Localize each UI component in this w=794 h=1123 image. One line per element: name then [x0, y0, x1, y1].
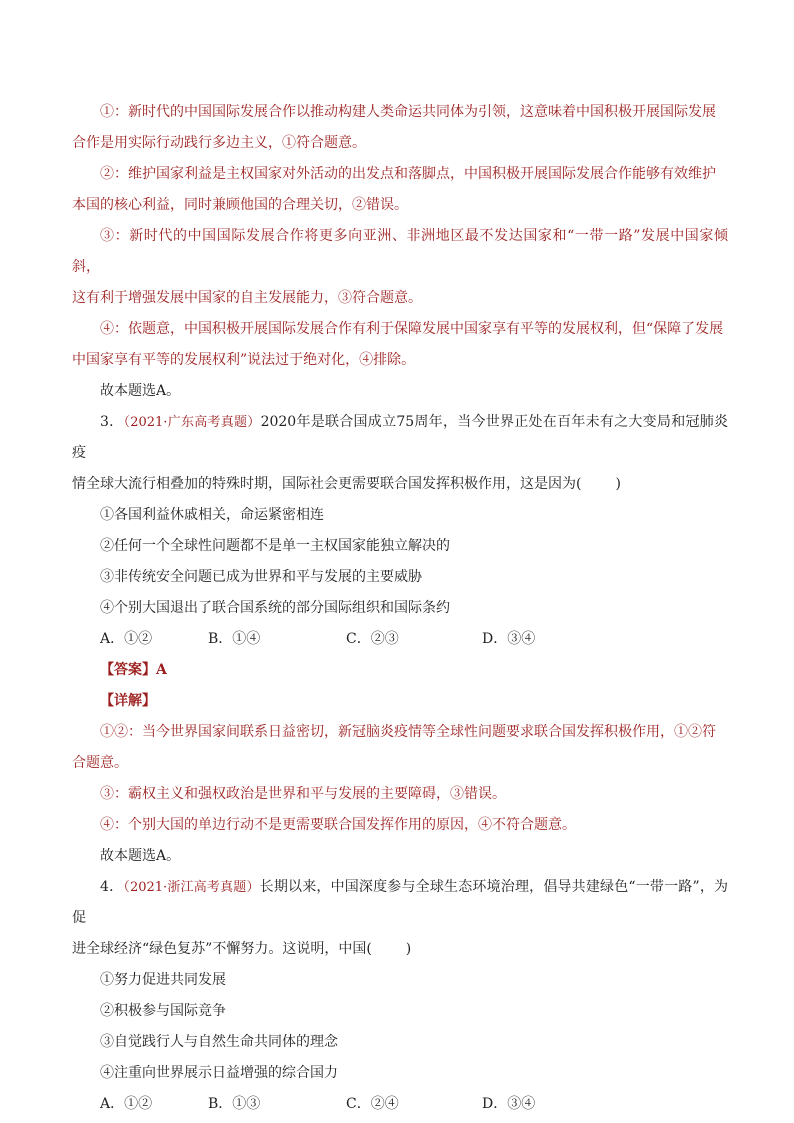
conclusion-1: 故本题选A。	[100, 383, 181, 399]
question-3-stem-line2: 情全球大流行相叠加的特殊时期，国际社会更需要联合国发挥积极作用，这是因为(	[72, 476, 582, 492]
question-4-stem-end: )	[405, 941, 412, 957]
explanation-1-line2: 合作是用实际行动践行多边主义，①符合题意。	[72, 135, 366, 151]
question-3-item-3: ③非传统安全问题已成为世界和平与发展的主要威胁	[100, 569, 422, 585]
question-4-source: （2021·浙江高考真题）	[123, 880, 260, 895]
question-4-option-b[interactable]: B．①③	[208, 1096, 261, 1112]
question-3-detail-2: ③：霸权主义和强权政治是世界和平与发展的主要障碍，③错误。	[100, 786, 506, 802]
question-3-detail-1-line2: 合题意。	[72, 755, 128, 771]
question-3-detail-label: 【详解】	[100, 693, 156, 709]
question-3-option-d[interactable]: D．③④	[482, 631, 536, 647]
question-3-item-1: ①各国利益休戚相关，命运紧密相连	[100, 507, 324, 523]
explanation-3-line2: 这有利于增强发展中国家的自主发展能力，③符合题意。	[72, 290, 422, 306]
question-4-item-1: ①努力促进共同发展	[100, 972, 226, 988]
question-4-stem-line2: 进全球经济“绿色复苏”不懈努力。这说明，中国(	[72, 941, 372, 957]
explanation-3	[72, 221, 728, 314]
explanation-1	[72, 97, 728, 159]
explanation-4-line1: ④：依题意，中国积极开展国际发展合作有利于保障发展中国家享有平等的发展权利，但“保障了发展	[100, 321, 724, 337]
question-3-item-2: ②任何一个全球性问题都不是单一主权国家能独立解决的	[100, 538, 450, 554]
explanation-2-line1: ②：维护国家利益是主权国家对外活动的出发点和落脚点，中国积极开展国际发展合作能够有效维护	[100, 166, 716, 182]
question-3-detail-3: ④：个别大国的单边行动不是更需要联合国发挥作用的原因，④不符合题意。	[100, 817, 576, 833]
explanation-2	[72, 159, 728, 221]
question-3-number: 3．	[100, 414, 124, 430]
explanation-2-line2: 本国的核心利益，同时兼顾他国的合理关切，②错误。	[72, 197, 408, 213]
question-4-stem	[72, 872, 728, 965]
explanation-3-line1: ③：新时代的中国国际发展合作将更多向亚洲、非洲地区最不发达国家和“一带一路”发展中国家倾斜，	[72, 228, 728, 275]
question-4-option-c[interactable]: C．②④	[346, 1096, 399, 1112]
question-3-answer: 【答案】A	[100, 662, 167, 678]
question-4-option-d[interactable]: D．③④	[482, 1096, 536, 1112]
explanation-1-line1: ①：新时代的中国国际发展合作以推动构建人类命运共同体为引领，这意味着中国积极开展国际发展	[100, 104, 716, 120]
question-4-item-4: ④注重向世界展示日益增强的综合国力	[100, 1065, 338, 1081]
question-4-number: 4．	[100, 879, 124, 895]
question-4-option-a[interactable]: A．①②	[100, 1096, 153, 1112]
question-3-stem-end: )	[615, 476, 621, 492]
explanation-4-line2: 中国家享有平等的发展权利”说法过于绝对化，④排除。	[72, 352, 416, 368]
question-3-option-a[interactable]: A．①②	[100, 631, 153, 647]
explanation-4	[72, 314, 728, 376]
question-3-detail-1	[72, 717, 728, 779]
question-4-item-2: ②积极参与国际竞争	[100, 1003, 226, 1019]
question-4-options	[72, 1089, 728, 1120]
question-3-stem	[72, 407, 728, 500]
conclusion-2: 故本题选A。	[100, 848, 181, 864]
question-4-stem-line1: 长期以来，中国深度参与全球生态环境治理，倡导共建绿色“一带一路”，为促	[72, 879, 729, 926]
question-4-item-3: ③自觉践行人与自然生命共同体的理念	[100, 1034, 338, 1050]
question-3-stem-line1: 2020年是联合国成立75周年，当今世界正处在百年未有之大变局和冠肺炎疫	[72, 414, 729, 461]
question-3-options	[72, 624, 728, 655]
question-3-source: （2021·广东高考真题）	[123, 415, 261, 430]
question-3-option-b[interactable]: B．①④	[208, 631, 261, 647]
question-3-detail-1-line1: ①②：当今世界国家间联系日益密切，新冠脑炎疫情等全球性问题要求联合国发挥积极作用，①②符	[100, 724, 716, 740]
question-3-item-4: ④个别大国退出了联合国系统的部分国际组织和国际条约	[100, 600, 450, 616]
document-content	[72, 97, 728, 1120]
question-3-option-c[interactable]: C．②③	[346, 631, 399, 647]
